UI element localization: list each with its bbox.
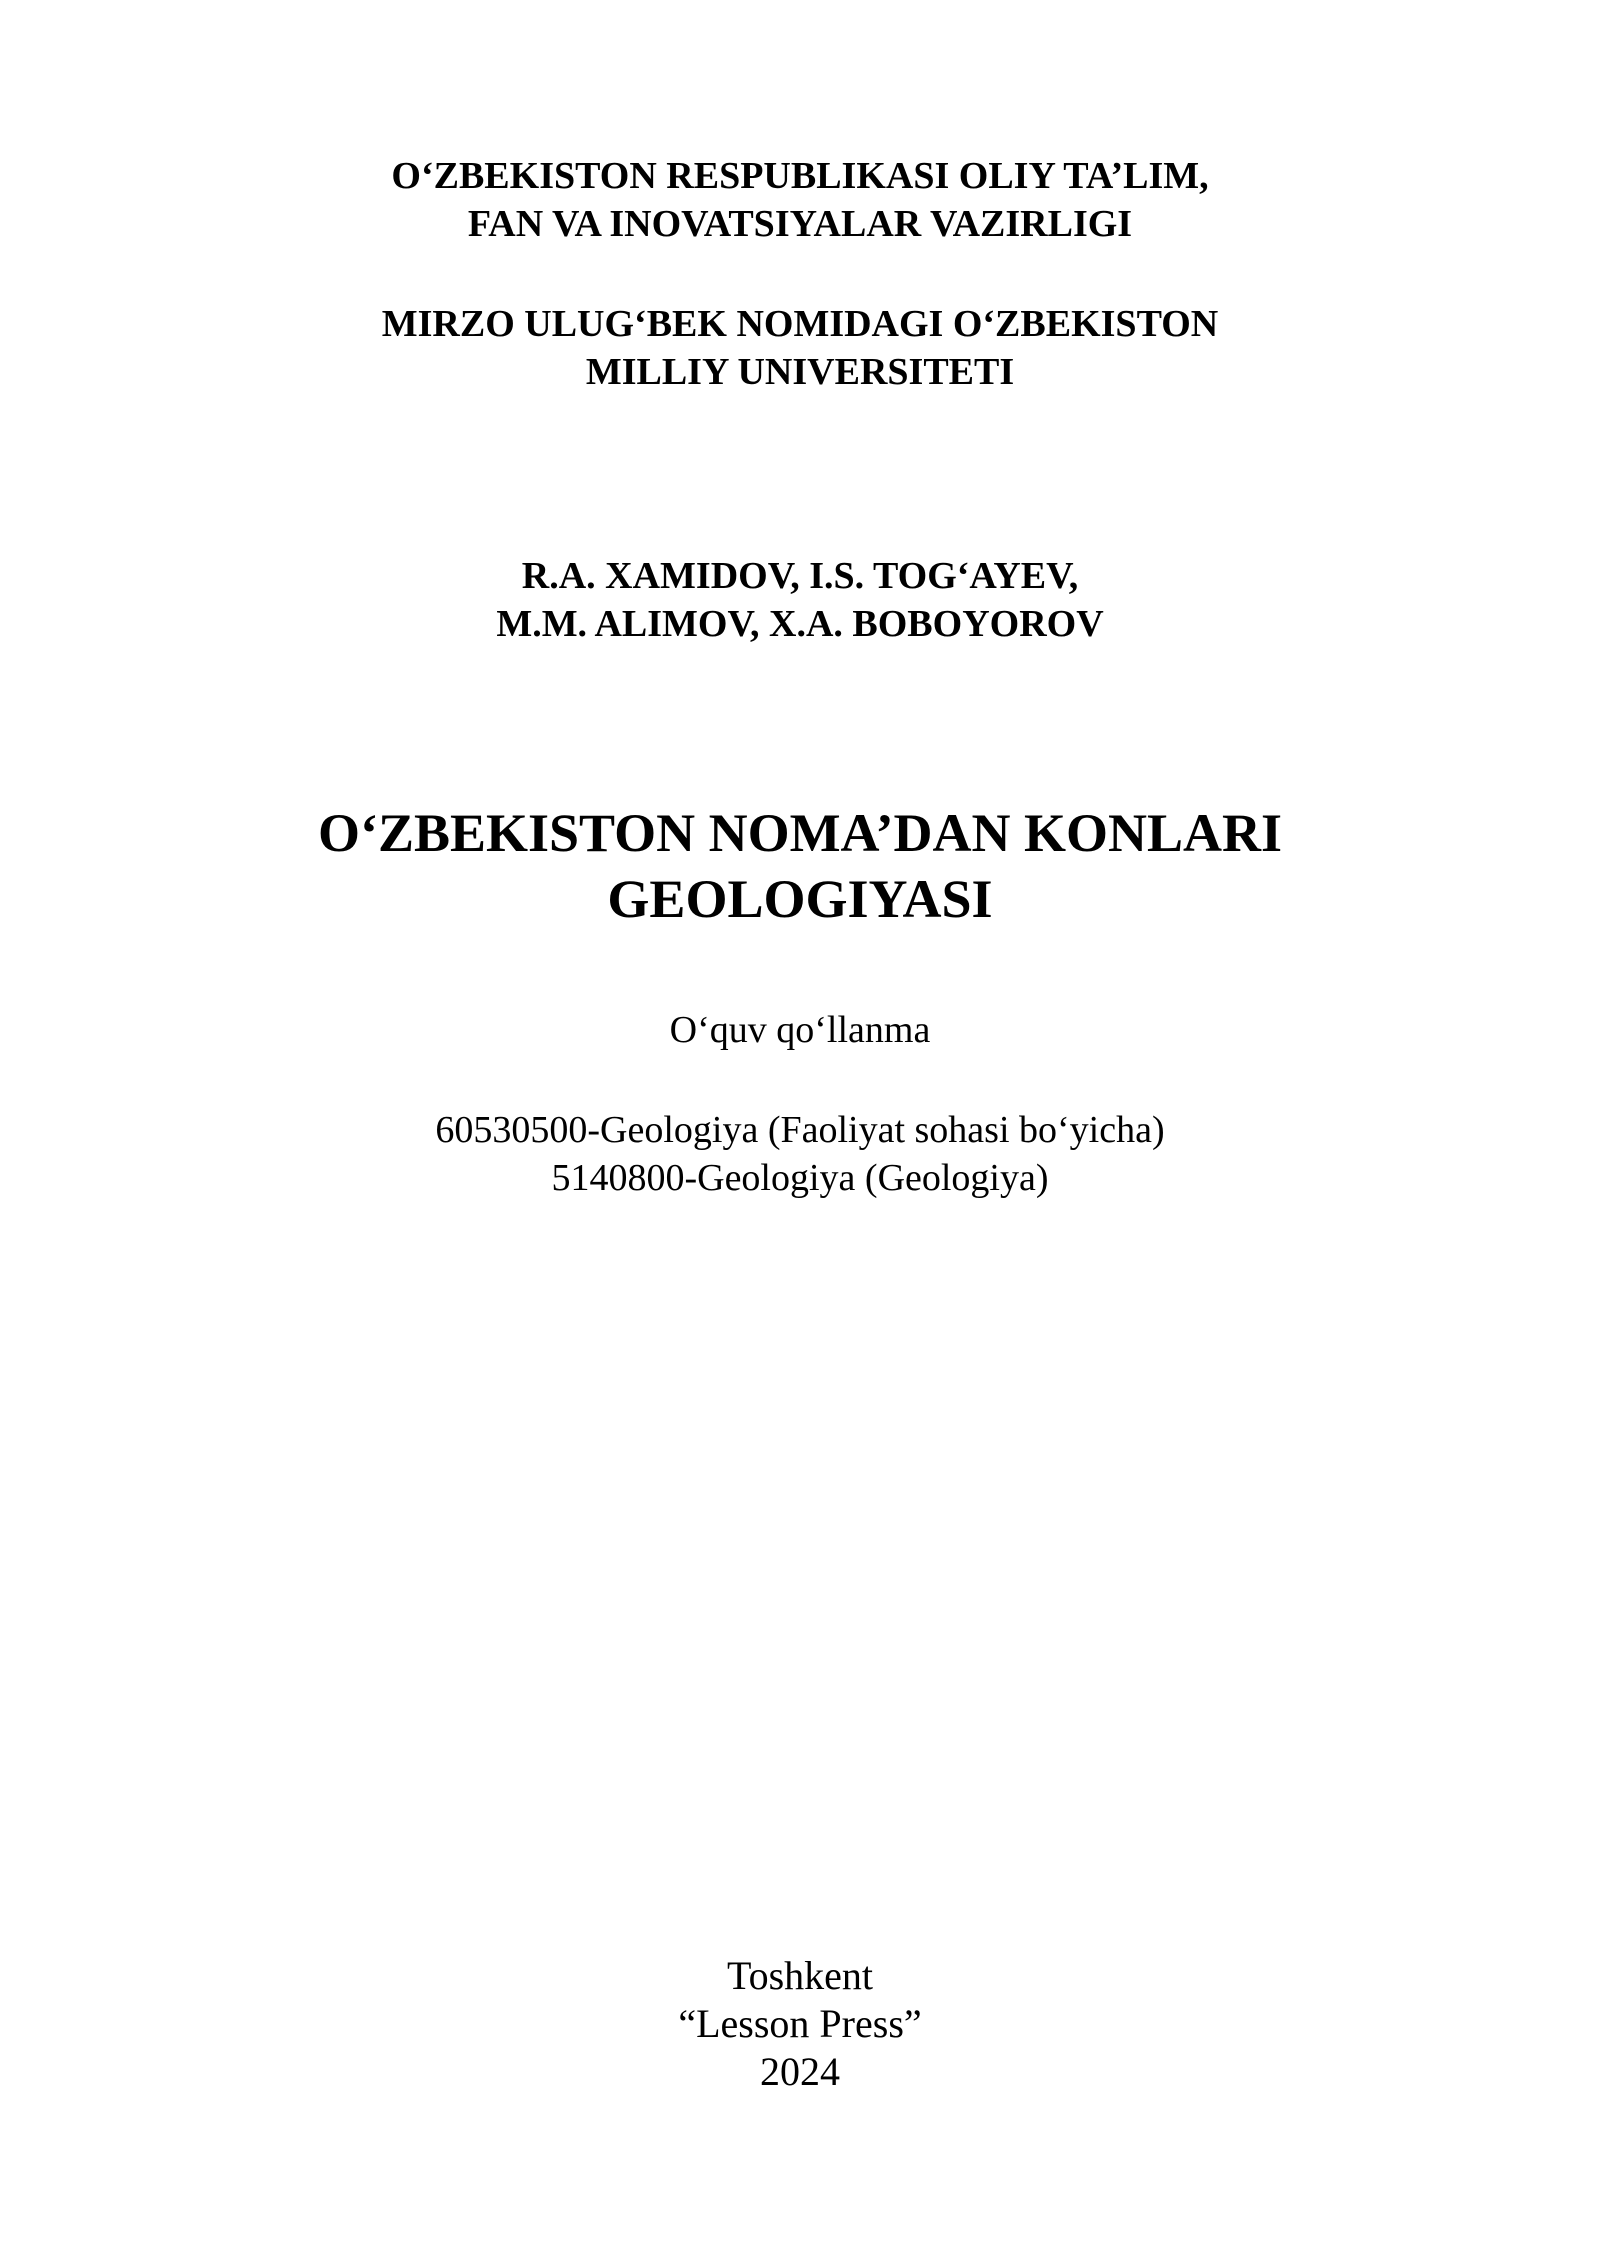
imprint-year: 2024 <box>760 2049 840 2094</box>
book-title <box>0 800 1600 932</box>
document-type-label: O‘quv qo‘llanma <box>669 1009 931 1051</box>
authors <box>0 552 1600 648</box>
university-line-1: MIRZO ULUG‘BEK NOMIDAGI O‘ZBEKISTON <box>381 303 1219 345</box>
specialty-line-2: 5140800-Geologiya (Geologiya) <box>551 1157 1049 1199</box>
authors-line-1: R.A. XAMIDOV, I.S. TOG‘AYEV, <box>521 555 1079 597</box>
imprint-city: Toshkent <box>726 1953 874 1998</box>
book-title-line-1: O‘ZBEKISTON NOMA’DAN KONLARI <box>317 803 1283 863</box>
authors-line-2: M.M. ALIMOV, X.A. BOBOYOROV <box>496 603 1104 645</box>
university-line-2: MILLIY UNIVERSITETI <box>585 351 1015 393</box>
university-heading <box>0 300 1600 396</box>
document-type <box>0 1006 1600 1054</box>
book-title-line-2: GEOLOGIYASI <box>607 869 993 929</box>
imprint-publisher: “Lesson Press” <box>678 2001 922 2046</box>
specialties <box>0 1106 1600 1202</box>
imprint <box>0 1952 1600 2096</box>
ministry-heading <box>0 152 1600 248</box>
ministry-line-1: O‘ZBEKISTON RESPUBLIKASI OLIY TA’LIM, <box>391 155 1209 197</box>
ministry-line-2: FAN VA INOVATSIYALAR VAZIRLIGI <box>467 203 1133 245</box>
specialty-line-1: 60530500-Geologiya (Faoliyat sohasi bo‘yicha) <box>435 1109 1165 1151</box>
